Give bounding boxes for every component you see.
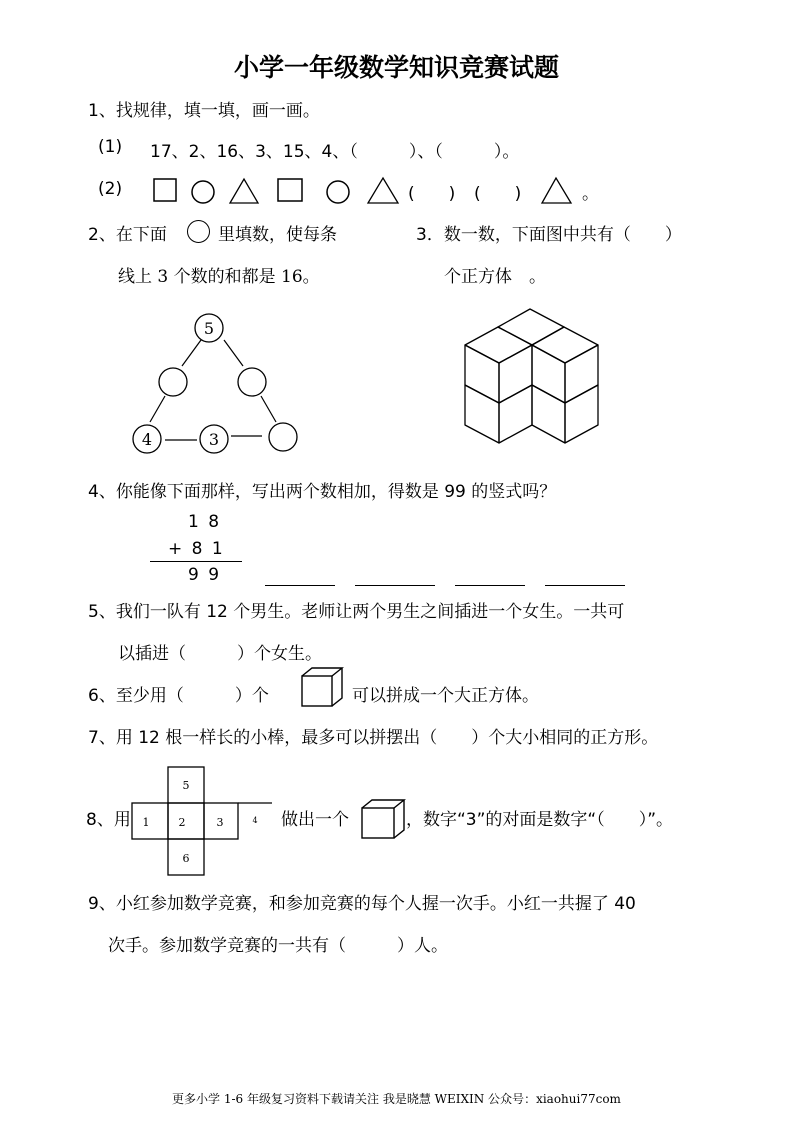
cube-face [565, 385, 598, 443]
circle-icon [187, 220, 210, 243]
square-icon [278, 179, 302, 201]
cube-face [465, 327, 532, 363]
node-right-blank[interactable] [238, 368, 266, 396]
vertical-addition-rule [150, 561, 242, 562]
cube-icon [300, 666, 344, 710]
net-label-top: 5 [182, 779, 190, 792]
answer-blank-2[interactable]: ( ) [474, 184, 522, 204]
node-bottom-mid-value: 3 [208, 430, 220, 449]
question-8-prompt-a: 8、用 [86, 810, 131, 830]
question-1-prompt: 1、找规律，填一填，画一画。 [88, 101, 320, 121]
diagram-line [261, 396, 276, 422]
diagram-line [224, 340, 243, 366]
question-8-prompt-b: 做出一个 [281, 810, 349, 830]
circle-icon [192, 181, 214, 203]
answer-line-4[interactable] [545, 585, 625, 586]
question-5-prompt: 5、我们一队有 12 个男生。老师让两个男生之间插进一个女生。一共可 [88, 602, 625, 622]
page-footer: 更多小学 1-6 年级复习资料下载请关注 我是晓慧 WEIXIN 公众号：xiaohui77com [172, 1092, 621, 1106]
cube-stack-diagram [462, 305, 602, 447]
diagram-line [182, 340, 201, 366]
page-title: 小学一年级数学知识竞赛试题 [233, 53, 559, 82]
question-1-part-2-label: (2) [98, 179, 123, 199]
number-triangle-diagram [125, 308, 310, 460]
cube-face [532, 327, 598, 363]
net-label-mid: 2 [178, 816, 186, 829]
node-top-value: 5 [203, 319, 215, 338]
net-face-mid [168, 803, 204, 839]
question-6-prompt-a: 6、至少用（ ）个 [88, 686, 269, 706]
node-bottom-right-blank[interactable] [269, 423, 297, 451]
cube-face [498, 309, 564, 345]
diagram-line [150, 396, 165, 422]
question-8-prompt-c: ，数字“3”的对面是数字“（ ）”。 [406, 810, 674, 830]
question-2-prompt-a: 2、在下面 [88, 225, 167, 245]
node-left-blank[interactable] [159, 368, 187, 396]
net-label-bottom: 6 [182, 852, 190, 865]
cube-face [532, 385, 565, 443]
question-7-prompt: 7、用 12 根一样长的小棒，最多可以拼摆出（ ）个大小相同的正方形。 [88, 728, 659, 748]
net-face-left [132, 803, 168, 839]
net-label-left: 1 [142, 816, 150, 829]
question-2-prompt-line-2: 线上 3 个数的和都是 16。 [118, 267, 320, 287]
triangle-icon [542, 178, 571, 203]
answer-line-2[interactable] [355, 585, 435, 586]
question-1-end-mark: 。 [582, 184, 599, 204]
answer-line-3[interactable] [455, 585, 525, 586]
vertical-addition-row-3: 9 9 [188, 565, 222, 585]
triangle-icon [230, 179, 258, 203]
question-2-prompt-b: 里填数，使每条 [218, 225, 337, 245]
net-label-right-1: 3 [216, 816, 224, 829]
cube-face [465, 385, 499, 443]
triangle-icon [368, 178, 398, 203]
vertical-addition-row-1: 1 8 [188, 512, 222, 532]
square-icon [154, 179, 176, 201]
question-9-prompt: 9、小红参加数学竞赛，和参加竞赛的每个人握一次手。小红一共握了 40 [88, 894, 636, 914]
question-3-prompt: 3．数一数，下面图中共有（ ） [416, 225, 682, 245]
shape-pattern [152, 176, 592, 206]
cube-face [499, 385, 532, 443]
answer-blank-1[interactable]: ( ) [408, 184, 456, 204]
shape-pattern-svg [152, 176, 592, 208]
question-9-prompt-line-2: 次手。参加数学竞赛的一共有（ ）人。 [108, 936, 448, 956]
vertical-addition-row-2: + 8 1 [168, 539, 225, 559]
question-6-prompt-b: 可以拼成一个大正方体。 [352, 686, 539, 706]
circle-icon [327, 181, 349, 203]
question-4-prompt: 4、你能像下面那样，写出两个数相加，得数是 99 的竖式吗？ [88, 482, 557, 502]
question-3-prompt-line-2: 个正方体 。 [444, 267, 546, 287]
question-1-part-1-label: (1) [98, 137, 123, 157]
net-label-right-2: 4 [252, 816, 258, 825]
node-bottom-left-value: 4 [141, 430, 153, 449]
question-1-sequence: 17、2、16、3、15、4、（ ）、（ ）。 [150, 142, 520, 162]
question-5-prompt-line-2: 以插进（ ）个女生。 [118, 644, 322, 664]
cube-net-diagram [130, 765, 275, 877]
cube-icon [360, 798, 406, 842]
answer-line-1[interactable] [265, 585, 335, 586]
